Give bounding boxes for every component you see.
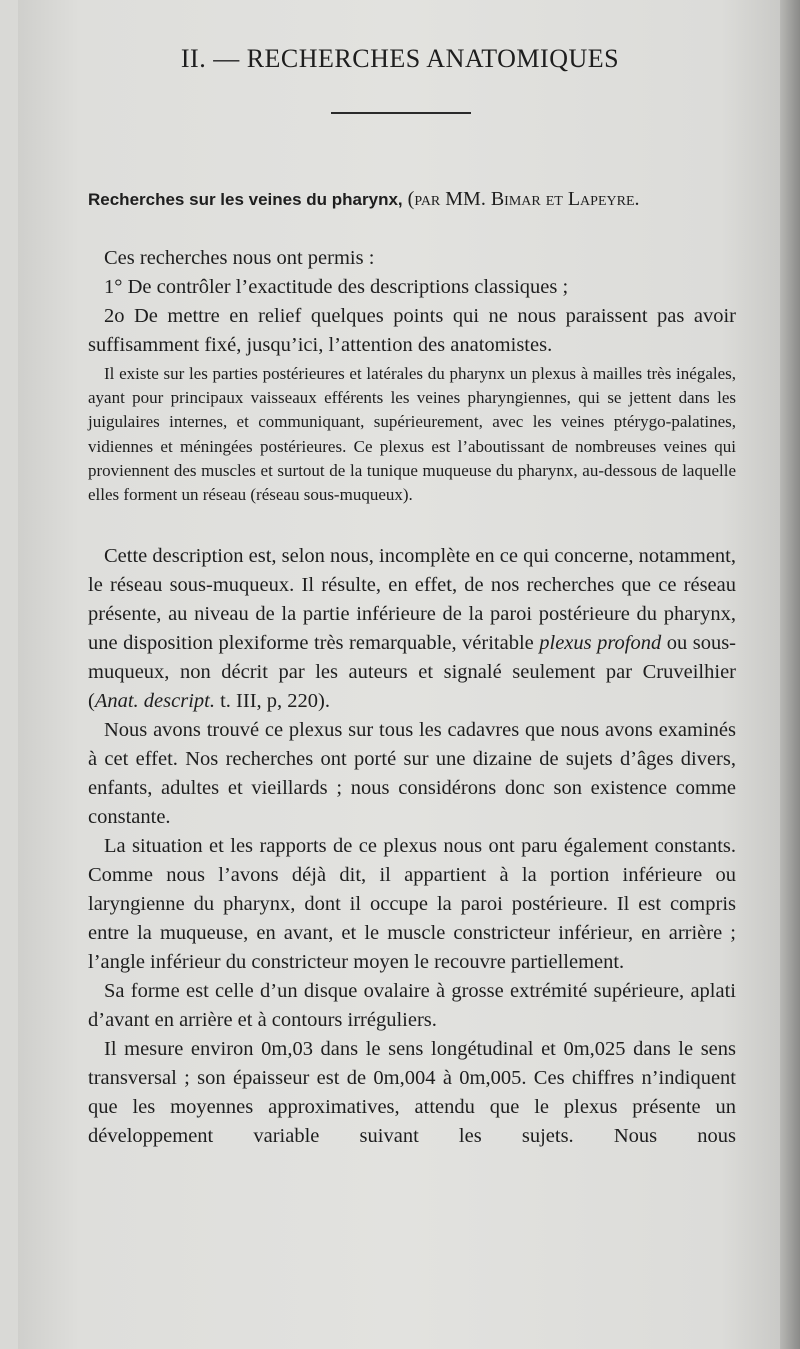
body-p1-c: t. III, p, 220). <box>220 690 330 712</box>
quote-paragraph: Il existe sur les parties postérieures et latérales du pharynx un plexus à mailles très inégales, ayant pour principaux vaisseaux efférents les veines pharyngiennes, qui se jettent dans les juigulaires internes, et communiquant, supérieurement, avec les veines ptérygo-palatines, vidiennes et méningées postérieures. Ce plexus est l’aboutissant de nombreuses veines qui proviennent des muscles et surtout de la tunique muqueuse du pharynx, au-dessous de laquelle elles forment un réseau (réseau sous-muqueux). <box>88 364 736 505</box>
body-p1-b: ou sous-muqueux, non décrit par les auteurs et signalé seulement par Cruveilhier ( <box>88 632 737 712</box>
intro-line: Ces recherches nous ont permis : <box>104 247 375 269</box>
intro-item-2: 2o De mettre en relief quelques points qui ne nous paraissent pas avoir suffisamment fixé, jusqu’ici, l’attention des anatomistes. <box>88 305 736 356</box>
article-title-bold: Recherches sur les veines du pharynx, <box>88 190 403 209</box>
quote-block <box>88 362 736 507</box>
title-rule <box>331 112 471 114</box>
running-title: II. — RECHERCHES ANATOMIQUES <box>180 44 620 73</box>
article-title <box>88 188 736 211</box>
page-edge-shadow <box>780 0 800 1349</box>
body-paragraph-1 <box>88 542 736 716</box>
body-block <box>88 542 736 1151</box>
body-p1-em-2: Anat. descript. <box>94 690 215 712</box>
body-p1-a: Cette description est, selon nous, incomplète en ce qui concerne, notamment, le réseau sous-muqueux. Il résulte, en effet, de nos recherches que ce réseau présente, au niveau de la partie inférieure de la paroi postérieure du pharynx, une disposition plexiforme très remarquable, véritable <box>88 545 736 654</box>
body-paragraph-4: Sa forme est celle d’un disque ovalaire à grosse extrémité supérieure, aplati d’avant en arrière et à contours irréguliers. <box>88 980 736 1031</box>
body-paragraph-2: Nous avons trouvé ce plexus sur tous les cadavres que nous avons examinés à cet effet. Nos recherches ont porté sur une dizaine de sujets d’âges divers, enfants, adultes et vieillards ; nous considérons donc son existence comme constante. <box>88 719 736 828</box>
article-title-authors: (par MM. Bimar et Lapeyre. <box>407 188 640 210</box>
intro-block <box>88 244 736 360</box>
intro-item-1: 1° De contrôler l’exactitude des descriptions classiques ; <box>104 276 569 298</box>
body-p1-em-1: plexus profond <box>539 632 662 654</box>
body-paragraph-5: Il mesure environ 0m,03 dans le sens longétudinal et 0m,025 dans le sens transversal ; son épaisseur est de 0m,004 à 0m,005. Ces chiffres n’indiquent que les moyennes approximatives, attendu que le plexus présente un développement variable suivant les sujets. Nous nous <box>88 1038 736 1147</box>
body-paragraph-3: La situation et les rapports de ce plexus nous ont paru également constants. Comme nous l’avons déjà dit, il appartient à la portion inférieure ou laryngienne du pharynx, dont il occupe la paroi postérieure. Il est compris entre la muqueuse, en avant, et le muscle constricteur inférieur, en arrière ; l’angle inférieur du constricteur moyen le recouvre partiellement. <box>88 835 736 973</box>
